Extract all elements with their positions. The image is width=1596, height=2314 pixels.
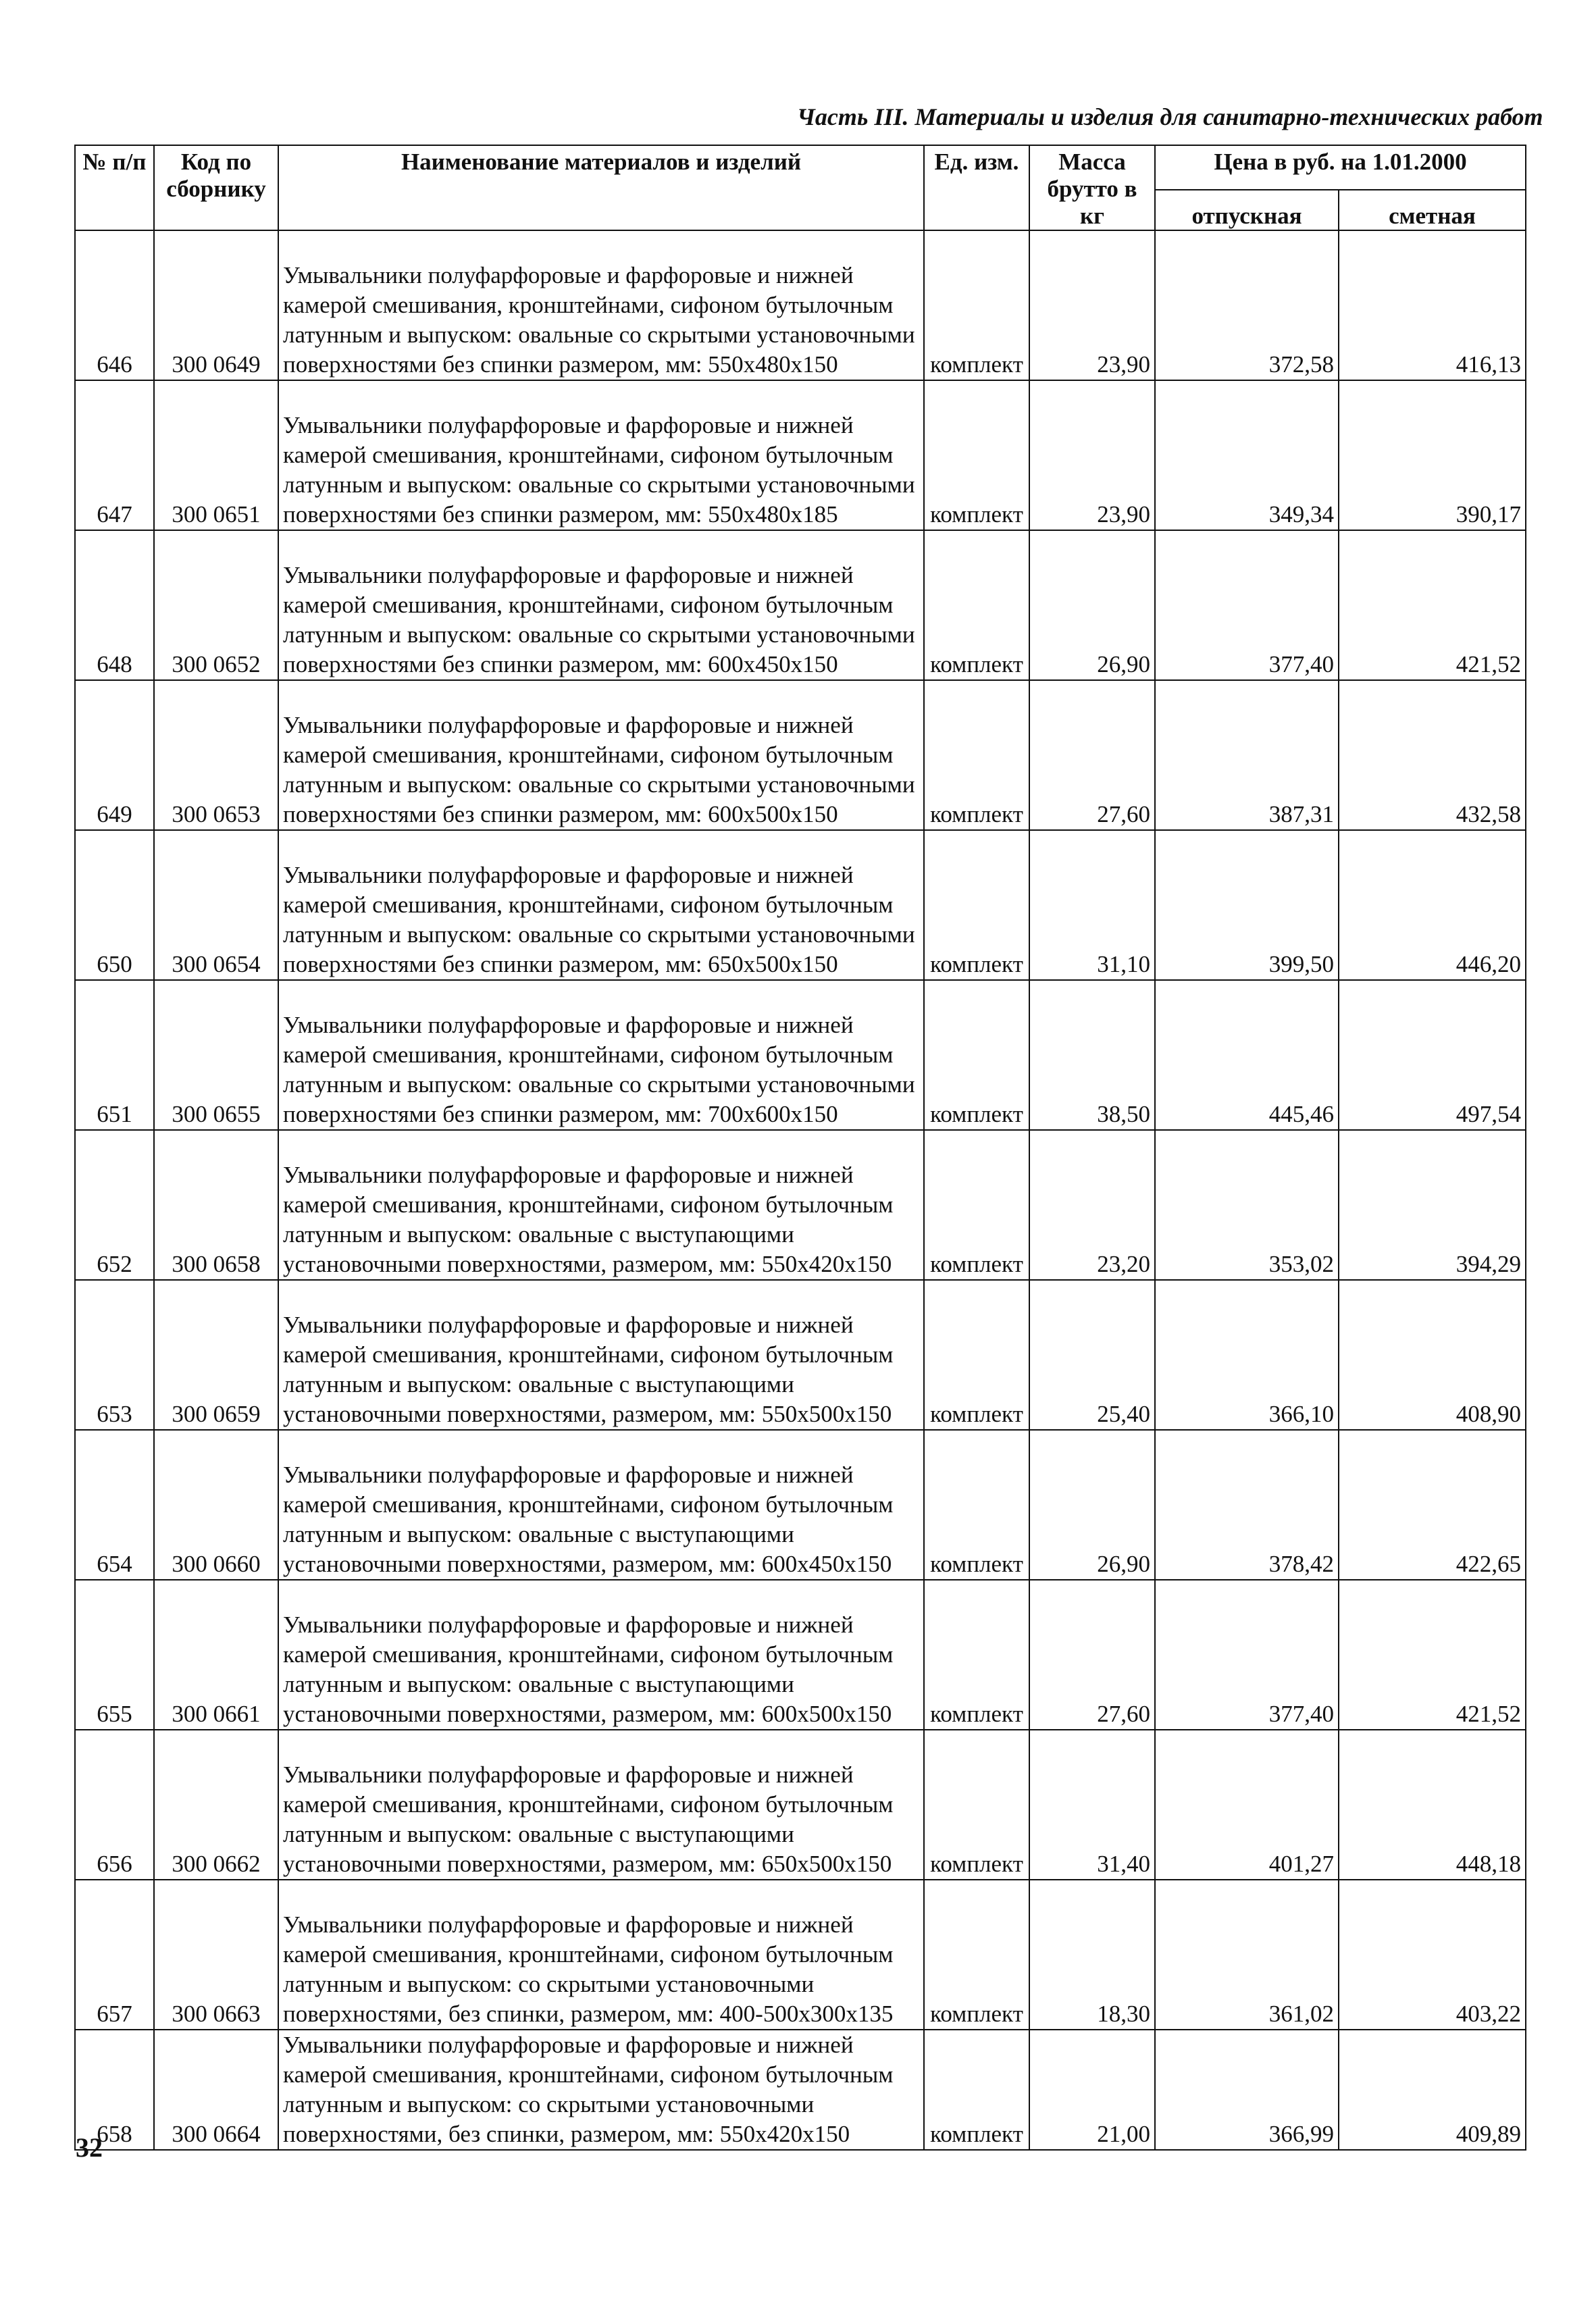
- row-code: 300 0653: [154, 680, 278, 830]
- row-code: 300 0661: [154, 1580, 278, 1730]
- row-price-release: 349,34: [1155, 380, 1339, 530]
- row-price-release: 372,58: [1155, 230, 1339, 380]
- row-number: 654: [75, 1430, 154, 1580]
- row-number: 646: [75, 230, 154, 380]
- row-number: 651: [75, 980, 154, 1130]
- row-name: Умывальники полуфарфоровые и фарфоровые и нижней камерой смешивания, кронштейнами, сифоном бутылочным латунным и выпуском: овальные со скрытыми установочными поверхностями без спинки размером, мм: 650х500х150: [278, 830, 924, 980]
- row-number: 652: [75, 1130, 154, 1280]
- table-header: [75, 145, 1526, 230]
- row-number: 655: [75, 1580, 154, 1730]
- page-number: 32: [76, 2132, 103, 2163]
- row-number: 647: [75, 380, 154, 530]
- row-number: 648: [75, 530, 154, 680]
- col-header-num: № п/п: [75, 145, 154, 230]
- price-table: [74, 145, 1526, 2151]
- row-name: Умывальники полуфарфоровые и фарфоровые и нижней камерой смешивания, кронштейнами, сифоном бутылочным латунным и выпуском: овальные с выступающими установочными поверхностями, размером, мм: 600х450х150: [278, 1430, 924, 1580]
- row-name: Умывальники полуфарфоровые и фарфоровые и нижней камерой смешивания, кронштейнами, сифоном бутылочным латунным и выпуском: овальные с выступающими установочными поверхностями, размером, мм: 550х500х150: [278, 1280, 924, 1430]
- table-row: [75, 680, 1526, 830]
- row-price-release: 399,50: [1155, 830, 1339, 980]
- row-mass: 38,50: [1029, 980, 1155, 1130]
- row-mass: 26,90: [1029, 1430, 1155, 1580]
- running-head-title: Часть III. Материалы и изделия для санитарно-технических работ: [797, 103, 1543, 130]
- table-row: [75, 1280, 1526, 1430]
- row-unit: комплект: [924, 530, 1029, 680]
- row-price-release: 378,42: [1155, 1430, 1339, 1580]
- row-price-estimate: 497,54: [1339, 980, 1526, 1130]
- row-price-release: 445,46: [1155, 980, 1339, 1130]
- table-row: [75, 1130, 1526, 1280]
- row-name: Умывальники полуфарфоровые и фарфоровые и нижней камерой смешивания, кронштейнами, сифоном бутылочным латунным и выпуском: овальные со скрытыми установочными поверхностями без спинки размером, мм: 700х600х150: [278, 980, 924, 1130]
- row-unit: комплект: [924, 1130, 1029, 1280]
- row-code: 300 0664: [154, 2030, 278, 2150]
- col-header-code: Код по сборнику: [154, 145, 278, 230]
- row-name: Умывальники полуфарфоровые и фарфоровые и нижней камерой смешивания, кронштейнами, сифоном бутылочным латунным и выпуском: овальные с выступающими установочными поверхностями, размером, мм: 550х420х150: [278, 1130, 924, 1280]
- row-name: Умывальники полуфарфоровые и фарфоровые и нижней камерой смешивания, кронштейнами, сифоном бутылочным латунным и выпуском: овальные с выступающими установочными поверхностями, размером, мм: 600х500х150: [278, 1580, 924, 1730]
- row-unit: комплект: [924, 1880, 1029, 2030]
- table-row: [75, 380, 1526, 530]
- table-row: [75, 1580, 1526, 1730]
- row-unit: комплект: [924, 1430, 1029, 1580]
- col-header-unit: Ед. изм.: [924, 145, 1029, 230]
- row-code: 300 0662: [154, 1730, 278, 1880]
- row-price-release: 366,99: [1155, 2030, 1339, 2150]
- row-number: 658: [75, 2030, 154, 2150]
- row-price-estimate: 403,22: [1339, 1880, 1526, 2030]
- table-row: [75, 980, 1526, 1130]
- row-unit: комплект: [924, 680, 1029, 830]
- row-code: 300 0649: [154, 230, 278, 380]
- row-name: Умывальники полуфарфоровые и фарфоровые и нижней камерой смешивания, кронштейнами, сифоном бутылочным латунным и выпуском: овальные со скрытыми установочными поверхностями без спинки размером, мм: 550х480х185: [278, 380, 924, 530]
- row-price-release: 377,40: [1155, 530, 1339, 680]
- table-row: [75, 1730, 1526, 1880]
- row-unit: комплект: [924, 830, 1029, 980]
- row-unit: комплект: [924, 230, 1029, 380]
- row-mass: 23,90: [1029, 380, 1155, 530]
- table-row: [75, 1430, 1526, 1580]
- col-header-price-release: отпускная: [1155, 190, 1339, 230]
- row-mass: 21,00: [1029, 2030, 1155, 2150]
- row-price-estimate: 421,52: [1339, 1580, 1526, 1730]
- row-price-estimate: 390,17: [1339, 380, 1526, 530]
- row-price-estimate: 422,65: [1339, 1430, 1526, 1580]
- row-price-release: 361,02: [1155, 1880, 1339, 2030]
- row-price-release: 353,02: [1155, 1130, 1339, 1280]
- row-unit: комплект: [924, 1580, 1029, 1730]
- row-name: Умывальники полуфарфоровые и фарфоровые и нижней камерой смешивания, кронштейнами, сифоном бутылочным латунным и выпуском: со скрытыми установочными поверхностями, без спинки, размером, мм: 550х420х150: [278, 2030, 924, 2150]
- row-price-release: 377,40: [1155, 1580, 1339, 1730]
- table-row: [75, 2030, 1526, 2150]
- row-number: 653: [75, 1280, 154, 1430]
- row-number: 656: [75, 1730, 154, 1880]
- row-price-estimate: 416,13: [1339, 230, 1526, 380]
- row-mass: 31,10: [1029, 830, 1155, 980]
- row-unit: комплект: [924, 980, 1029, 1130]
- col-header-mass: Масса брутто в кг: [1029, 145, 1155, 230]
- row-number: 649: [75, 680, 154, 830]
- row-price-release: 387,31: [1155, 680, 1339, 830]
- row-mass: 27,60: [1029, 680, 1155, 830]
- row-code: 300 0663: [154, 1880, 278, 2030]
- row-code: 300 0651: [154, 380, 278, 530]
- row-unit: комплект: [924, 2030, 1029, 2150]
- row-name: Умывальники полуфарфоровые и фарфоровые и нижней камерой смешивания, кронштейнами, сифоном бутылочным латунным и выпуском: со скрытыми установочными поверхностями, без спинки, размером, мм: 400-500х300х135: [278, 1880, 924, 2030]
- col-header-price-estimate: сметная: [1339, 190, 1526, 230]
- row-price-estimate: 409,89: [1339, 2030, 1526, 2150]
- row-number: 657: [75, 1880, 154, 2030]
- row-mass: 18,30: [1029, 1880, 1155, 2030]
- table-body: [75, 230, 1526, 2150]
- row-mass: 23,20: [1029, 1130, 1155, 1280]
- row-mass: 31,40: [1029, 1730, 1155, 1880]
- table-row: [75, 1880, 1526, 2030]
- row-unit: комплект: [924, 1730, 1029, 1880]
- row-price-estimate: 448,18: [1339, 1730, 1526, 1880]
- row-mass: 27,60: [1029, 1580, 1155, 1730]
- row-price-estimate: 446,20: [1339, 830, 1526, 980]
- row-name: Умывальники полуфарфоровые и фарфоровые и нижней камерой смешивания, кронштейнами, сифоном бутылочным латунным и выпуском: овальные со скрытыми установочными поверхностями без спинки размером, мм: 550х480х150: [278, 230, 924, 380]
- row-name: Умывальники полуфарфоровые и фарфоровые и нижней камерой смешивания, кронштейнами, сифоном бутылочным латунным и выпуском: овальные со скрытыми установочными поверхностями без спинки размером, мм: 600х500х150: [278, 680, 924, 830]
- row-price-release: 366,10: [1155, 1280, 1339, 1430]
- table-row: [75, 530, 1526, 680]
- row-unit: комплект: [924, 380, 1029, 530]
- row-mass: 25,40: [1029, 1280, 1155, 1430]
- row-code: 300 0654: [154, 830, 278, 980]
- row-code: 300 0658: [154, 1130, 278, 1280]
- col-header-price-group: Цена в руб. на 1.01.2000: [1155, 145, 1526, 190]
- row-code: 300 0660: [154, 1430, 278, 1580]
- table-row: [75, 830, 1526, 980]
- row-unit: комплект: [924, 1280, 1029, 1430]
- row-mass: 23,90: [1029, 230, 1155, 380]
- row-price-estimate: 394,29: [1339, 1130, 1526, 1280]
- row-price-estimate: 408,90: [1339, 1280, 1526, 1430]
- table-row: [75, 230, 1526, 380]
- row-number: 650: [75, 830, 154, 980]
- row-code: 300 0652: [154, 530, 278, 680]
- row-code: 300 0655: [154, 980, 278, 1130]
- row-mass: 26,90: [1029, 530, 1155, 680]
- row-price-release: 401,27: [1155, 1730, 1339, 1880]
- row-code: 300 0659: [154, 1280, 278, 1430]
- row-name: Умывальники полуфарфоровые и фарфоровые и нижней камерой смешивания, кронштейнами, сифоном бутылочным латунным и выпуском: овальные с выступающими установочными поверхностями, размером, мм: 650х500х150: [278, 1730, 924, 1880]
- row-name: Умывальники полуфарфоровые и фарфоровые и нижней камерой смешивания, кронштейнами, сифоном бутылочным латунным и выпуском: овальные со скрытыми установочными поверхностями без спинки размером, мм: 600х450х150: [278, 530, 924, 680]
- row-price-estimate: 432,58: [1339, 680, 1526, 830]
- col-header-name: Наименование материалов и изделий: [278, 145, 924, 230]
- row-price-estimate: 421,52: [1339, 530, 1526, 680]
